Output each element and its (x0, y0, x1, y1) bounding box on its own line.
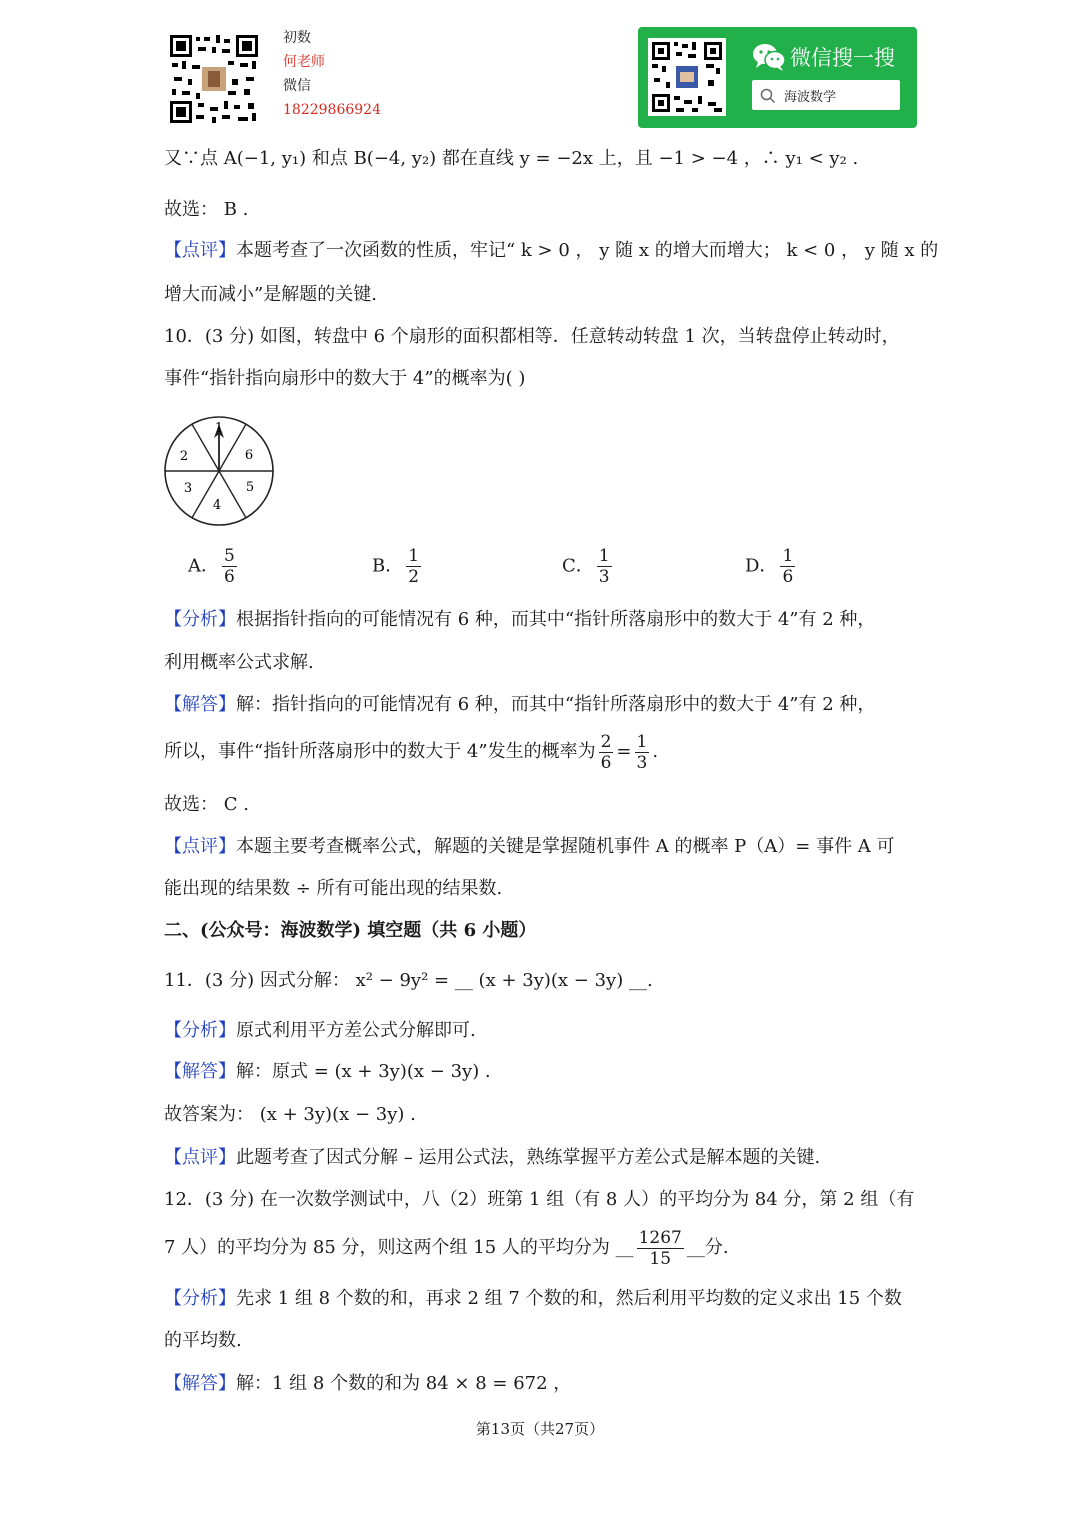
comment-9-cont: 增大而减小”是解题的关键. (164, 284, 377, 305)
spinner-number-2: 2 (179, 449, 189, 464)
option-c-den: 3 (598, 567, 610, 587)
analysis-10-cont: 利用概率公式求解. (164, 652, 314, 673)
prob-b-den: 3 (636, 752, 648, 773)
prob-fraction-a (599, 732, 614, 773)
comment-tag: 【点评】 (164, 240, 236, 261)
analysis-11-tag: 【分析】 (164, 1020, 236, 1041)
solution-11 (164, 1059, 491, 1085)
option-d-num: 1 (782, 546, 794, 566)
option-d-label: D． (745, 555, 778, 577)
option-a-label: A． (188, 555, 219, 577)
analysis-text: 根据指针指向的可能情况有 6 种，而其中“指针所落扇形中的数大于 4”有 2 种， (236, 609, 876, 630)
option-b[interactable] (372, 546, 424, 587)
solution-12-tag: 【解答】 (164, 1373, 236, 1394)
solution-10 (164, 692, 875, 718)
comment-9 (164, 238, 938, 264)
comment-10 (164, 834, 895, 860)
line-choice-b: 故选： B . (164, 199, 249, 220)
contact-name: 何老师 (283, 54, 325, 70)
solution-tag: 【解答】 (164, 694, 236, 715)
qr-code-left (168, 33, 260, 125)
comment-text: 本题考查了一次函数的性质，牢记“ k > 0 ， y 随 x 的增大而增大； k < 0 ， y 随 x 的 (236, 240, 939, 261)
prob-a-num: 2 (600, 731, 612, 752)
solution-11-text: 解：原式 = (x + 3y)(x − 3y) . (236, 1061, 491, 1082)
option-b-label: B． (372, 555, 404, 577)
comment-11 (164, 1145, 820, 1171)
analysis-11 (164, 1018, 476, 1044)
solution-12-text: 解：1 组 8 个数的和为 84 × 8 = 672 ， (236, 1373, 572, 1394)
wechat-search-title: 微信搜一搜 (790, 46, 895, 70)
spinner-number-1: 1 (214, 421, 224, 436)
comment-10-text: 本题主要考查概率公式，解题的关键是掌握随机事件 A 的概率 P（A）= 事件 A 可 (236, 836, 895, 857)
question-12-line-2 (164, 1226, 729, 1270)
choice-c: 故选： C . (164, 794, 249, 815)
contact-line-3: 微信 (283, 78, 311, 94)
analysis-10 (164, 607, 875, 633)
wechat-logo-icon (752, 42, 786, 72)
answer-11: 故答案为： (x + 3y)(x − 3y) . (164, 1104, 416, 1125)
option-b-fraction (406, 546, 421, 587)
prob-b-num: 1 (636, 731, 648, 752)
option-c[interactable] (562, 546, 615, 587)
section-heading: 二、(公众号：海波数学) 填空题（共 6 小题） (164, 920, 537, 941)
solution-12 (164, 1371, 571, 1397)
option-a-den: 6 (224, 567, 235, 587)
option-c-fraction (597, 546, 612, 587)
question-12-line-2-text: 7 人）的平均分为 85 分，则这两个组 15 人的平均分为 __ (164, 1237, 634, 1258)
question-12-line-2-end: __分. (686, 1237, 729, 1258)
solution-10-cont-text: 所以，事件“指针所落扇形中的数大于 4”发生的概率为 (164, 741, 596, 762)
option-a-num: 5 (224, 546, 235, 566)
contact-phone: 18229866924 (283, 102, 381, 118)
option-d-fraction (780, 546, 795, 587)
spinner-number-4: 4 (212, 498, 222, 513)
contact-line-1: 初数 (283, 30, 311, 46)
avg-num: 1267 (638, 1227, 682, 1248)
analysis-12-cont: 的平均数. (164, 1330, 242, 1351)
spinner-number-5: 5 (245, 480, 255, 495)
comment-11-text: 此题考查了因式分解 – 运用公式法，熟练掌握平方差公式是解本题的关键. (236, 1147, 821, 1168)
search-icon (760, 88, 776, 104)
question-12-line-1: 12．(3 分) 在一次数学测试中，八（2）班第 1 组（有 8 人）的平均分为 84 分，第 2 组（有 (164, 1189, 915, 1210)
spinner-number-3: 3 (183, 481, 193, 496)
solution-10-cont: 所以，事件“指针所落扇形中的数大于 4”发生的概率为 $\frac{2}{6}$ = $\frac{1}{3}$ . (164, 731, 659, 773)
option-a[interactable] (188, 546, 240, 587)
option-c-label: C． (562, 555, 594, 577)
analysis-tag: 【分析】 (164, 609, 236, 630)
avg-fraction (637, 1228, 684, 1269)
solution-11-tag: 【解答】 (164, 1061, 236, 1082)
line-solution-end: 又∵点 A(−1, y₁) 和点 B(−4, y₂) 都在直线 y = −2x 上，且 −1 > −4 ，∴ y₁ < y₂ . (164, 148, 859, 169)
question-10-line-2: 事件“指针指向扇形中的数大于 4”的概率为( ) (164, 368, 526, 389)
option-d[interactable] (745, 546, 798, 587)
prob-fraction-b (635, 732, 650, 773)
wechat-search-query: 海波数学 (784, 90, 837, 105)
prob-a-den: 6 (600, 752, 612, 773)
analysis-12-tag: 【分析】 (164, 1288, 236, 1309)
analysis-11-text: 原式利用平方差公式分解即可. (236, 1020, 476, 1041)
analysis-12-text: 先求 1 组 8 个数的和，再求 2 组 7 个数的和，然后利用平均数的定义求出 15 个数 (236, 1288, 902, 1309)
avg-den: 15 (649, 1248, 672, 1269)
option-b-den: 2 (408, 567, 420, 587)
comment-10-tag: 【点评】 (164, 836, 236, 857)
option-d-den: 6 (782, 567, 794, 587)
spinner-figure (162, 414, 276, 528)
option-c-num: 1 (598, 546, 610, 566)
spinner-number-6: 6 (244, 448, 254, 463)
analysis-12 (164, 1286, 902, 1312)
comment-11-tag: 【点评】 (164, 1147, 236, 1168)
solution-text: 解：指针指向的可能情况有 6 种，而其中“指针所落扇形中的数大于 4”有 2 种， (236, 694, 876, 715)
question-10-line-1: 10．(3 分) 如图，转盘中 6 个扇形的面积都相等．任意转动转盘 1 次，当转盘停止转动时， (164, 326, 900, 347)
page-footer: 第13页（共27页） (475, 1420, 605, 1438)
question-11: 11．(3 分) 因式分解： x² − 9y² = __ (x + 3y)(x − 3y) __. (164, 970, 653, 991)
option-b-num: 1 (408, 546, 420, 566)
qr-code-right (648, 38, 726, 116)
comment-10-cont: 能出现的结果数 ÷ 所有可能出现的结果数. (164, 878, 503, 899)
option-a-fraction (222, 546, 237, 587)
